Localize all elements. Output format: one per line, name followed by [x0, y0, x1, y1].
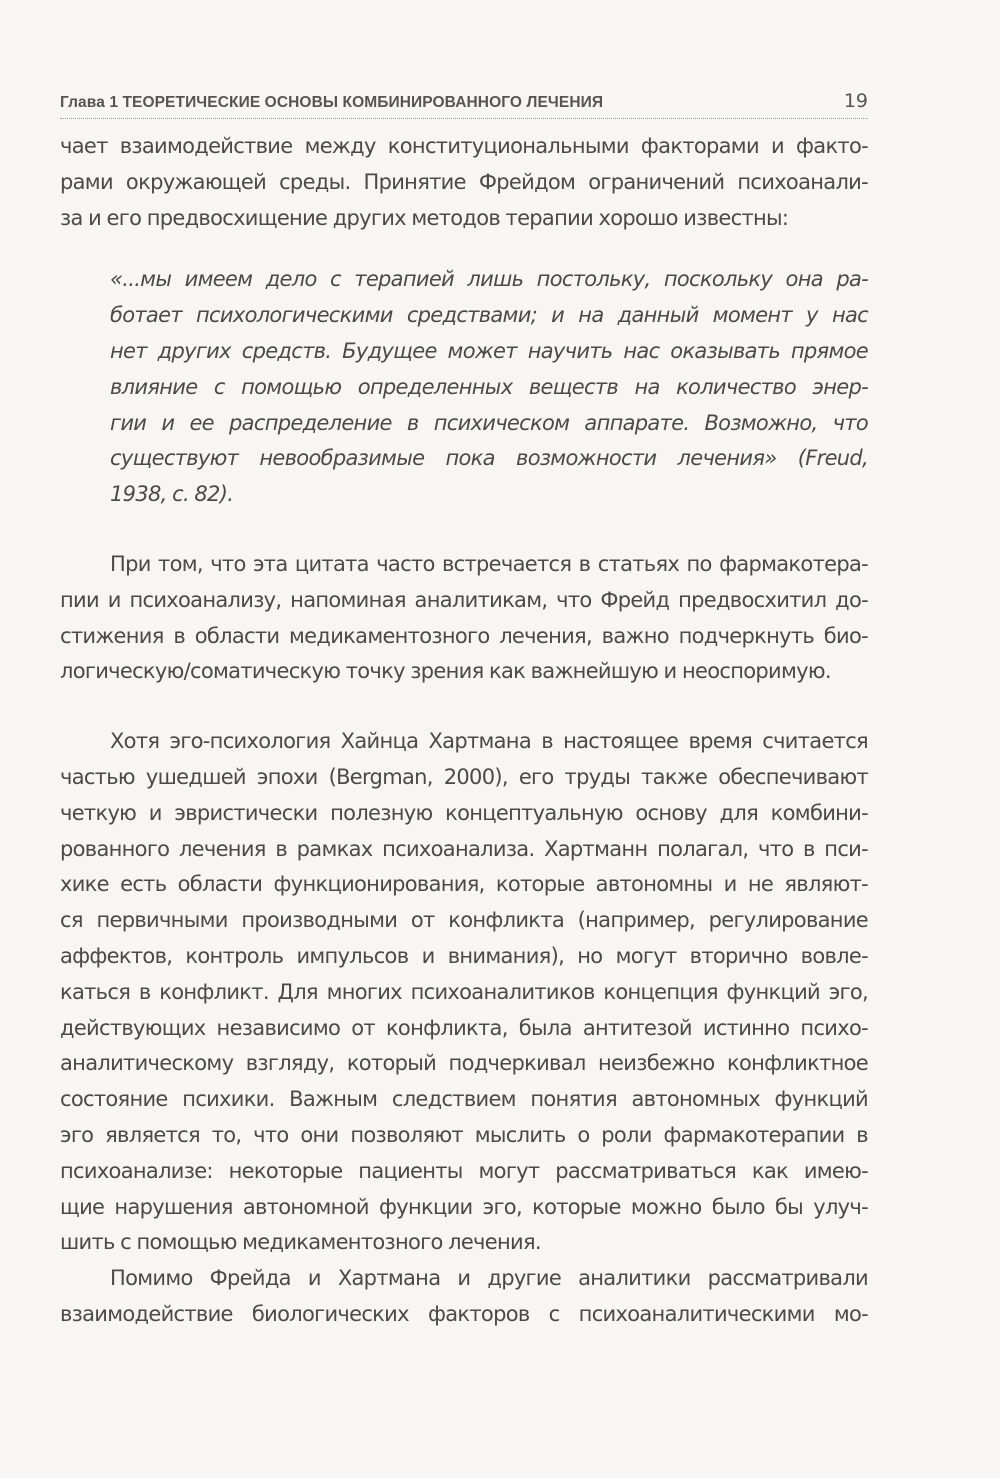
quote-line: гии и ее распределение в психическом аппарате. Возможно, что	[110, 410, 868, 435]
text-line: чает взаимодействие между конституциональными факторами и факто-	[60, 134, 868, 158]
text-line: каться в конфликт. Для многих психоаналитиков концепция функций эго,	[60, 979, 868, 1004]
page-number: 19	[843, 90, 868, 112]
text-line: щие нарушения автономной функции эго, которые можно было бы улуч-	[60, 1194, 868, 1219]
block-quote	[110, 262, 868, 513]
text-line: аффектов, контроль импульсов и внимания), но могут вторично вовле-	[60, 943, 868, 968]
paragraph-2	[60, 547, 868, 690]
book-page	[60, 70, 868, 1333]
paragraph-1	[60, 129, 868, 236]
text-line: Помимо Фрейда и Хартмана и другие аналитики рассматривали	[110, 1266, 868, 1291]
quote-line: нет других средств. Будущее может научить нас оказывать прямое	[110, 338, 868, 363]
text-line: пии и психоанализу, напоминая аналитикам, что Фрейд предвосхитил до-	[60, 587, 868, 612]
text-line: логическую/соматическую точку зрения как важнейшую и неоспоримую.	[60, 659, 831, 684]
text-line: за и его предвосхищение других методов терапии хорошо известны:	[60, 205, 789, 230]
text-line: хике есть области функционирования, которые автономны и не являют-	[60, 872, 868, 897]
text-line: состояние психики. Важным следствием понятия автономных функций	[60, 1087, 868, 1112]
spacer	[60, 513, 868, 547]
text-line: частью ушедшей эпохи (Bergman, 2000), его труды также обеспечивают	[60, 764, 868, 789]
text-line: стижения в области медикаментозного лечения, важно подчеркнуть био-	[60, 623, 868, 648]
text-line: психоанализе: некоторые пациенты могут рассматриваться как имею-	[60, 1158, 868, 1183]
quote-line: ботает психологическими средствами; и на данный момент у нас	[110, 303, 868, 328]
text-line: рованного лечения в рамках психоанализа. Хартманн полагал, что в пси-	[60, 836, 868, 861]
text-line: четкую и эвристически полезную концептуальную основу для комбини-	[60, 800, 868, 825]
quote-line: существуют невообразимые пока возможности лечения» (Freud,	[110, 446, 868, 471]
text-line: ся первичными производными от конфликта (например, регулирование	[60, 908, 868, 933]
paragraph-4	[60, 1261, 868, 1333]
quote-line: «...мы имеем дело с терапией лишь постольку, поскольку она ра-	[110, 267, 868, 292]
text-line: взаимодействие биологических факторов с психоаналитическими мо-	[60, 1301, 868, 1326]
text-line: аналитическому взгляду, который подчеркивал неизбежно конфликтное	[60, 1051, 868, 1076]
body-text	[60, 129, 868, 1333]
quote-line: 1938, с. 82).	[110, 482, 234, 507]
quote-line: влияние с помощью определенных веществ на количество энер-	[110, 374, 868, 399]
paragraph-3	[60, 724, 868, 1261]
running-title: Глава 1 ТЕОРЕТИЧЕСКИЕ ОСНОВЫ КОМБИНИРОВАННОГО ЛЕЧЕНИЯ	[60, 94, 604, 111]
running-head	[60, 70, 868, 119]
text-line: При том, что эта цитата часто встречается в статьях по фармакотера-	[110, 551, 868, 576]
text-line: действующих независимо от конфликта, была антитезой истинно психо-	[60, 1015, 868, 1040]
text-line: Хотя эго-психология Хайнца Хартмана в настоящее время считается	[110, 729, 868, 754]
text-line: рами окружающей среды. Принятие Фрейдом ограничений психоанали-	[60, 169, 868, 194]
text-line: эго является то, что они позволяют мыслить о роли фармакотерапии в	[60, 1122, 868, 1147]
spacer	[60, 690, 868, 724]
text-line: шить с помощью медикаментозного лечения.	[60, 1230, 541, 1255]
